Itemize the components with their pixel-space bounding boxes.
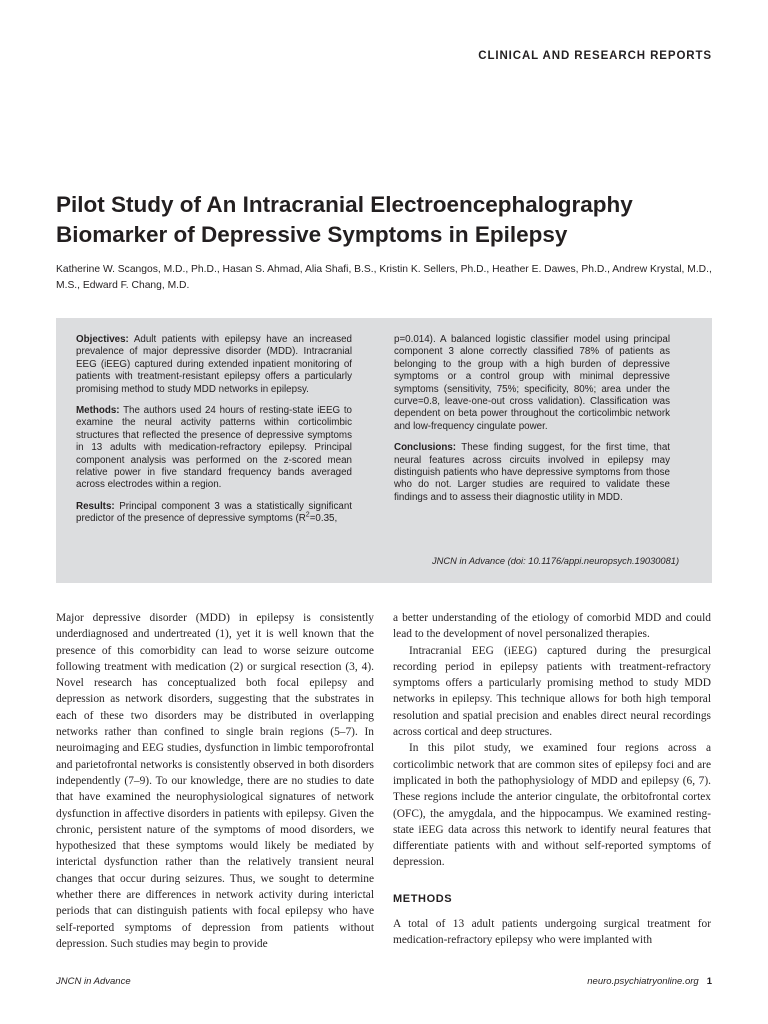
objectives-label: Objectives: (76, 334, 129, 345)
page-number: 1 (706, 976, 712, 987)
conclusions-label: Conclusions: (394, 442, 457, 454)
methods-text: The authors used 24 hours of resting-state iEEG to examine the neural activity patterns within corticolimbic structures that reflected the presence of depressive symptoms in 13 adults with medication-refractory epilepsy. Principal component analysis was performed on the z-scored mean relative power in five standard frequency bands averaged across electrodes within a region. (76, 405, 352, 491)
results-label: Results: (76, 500, 115, 512)
intro-paragraph: Major depressive disorder (MDD) in epilepsy is consistently underdiagnosed and undertreated (1), yet it is well known that the presence of this comorbidity can lead to worse seizure outcome following treatment with medication (2) or surgical resection (3, 4). Novel research has conceptualized both focal epilepsy and depression as network disorders, suggesting that the substrates in each of these two disorders may be distributed in overlapping networks rather than confined to single brain regions (5–7). In neuroimaging and EEG studies, dysfunction in limbic temporofrontal and parietofrontal networks is consistently observed in both disorders independently (7–9). To our knowledge, there are no studies to date that have examined the neurophysiological signatures of network dysfunction in affective disorders in patients with epilepsy. Given the chronic, persistent nature of the symptoms of mood disorders, we hypothesized that these symptoms would likely be mediated by interictal dysfunction rather than the relatively transient neural changes that occur during seizures. Thus, we sought to determine whether there are differences in network activity during interictal periods that can distinguish patients with focal epilepsy who have self-reported symptoms of depression from patients without depression. Such studies may begin to provide (56, 612, 374, 950)
footer-journal: JNCN in Advance (56, 976, 131, 987)
doi-citation: JNCN in Advance (doi: 10.1176/appi.neuropsych.19030081) (432, 556, 680, 566)
results-text-end: =0.35, (309, 513, 338, 525)
pilot-study-paragraph: In this pilot study, we examined four regions across a corticolimbic network that are common sites of epilepsy foci and are implicated in both the pathophysiology of MDD and epilepsy (6, 7). These regions include the anterior cingulate, the orbitofrontal cortex (OFC), the amygdala, and the hippocampus. We examined resting-state iEEG data across this network to identify neural features that differentiate patients with and without self-reported symptoms of depression. (393, 742, 711, 869)
methods-label: Methods: (76, 405, 120, 417)
abstract-objectives (76, 334, 352, 396)
methods-heading: METHODS (393, 892, 453, 905)
results-superscript: 2 (305, 512, 310, 520)
abstract-right-column (394, 334, 670, 513)
objectives-text: Adult patients with epilepsy have an increased prevalence of major depressive disorder (MDD). Intracranial EEG (iEEG) captured during extended inpatient monitoring of patients with treatment-resistant epilepsy offers a particularly promising method to study MDD networks in epilepsy. (76, 334, 352, 395)
abstract-results (76, 501, 352, 526)
ieeg-paragraph: Intracranial EEG (iEEG) captured during the presurgical recording period in epilepsy patients with treatment-refractory symptoms offers a particularly promising method to study MDD networks in epilepsy. This technique allows for both high temporal resolution and spatial precision and enables direct neural recordings across cortical and deep structures. (393, 644, 711, 739)
body-left-column (56, 610, 374, 952)
footer-website[interactable]: neuro.psychiatryonline.org (587, 976, 699, 987)
intro-paragraph-continued: a better understanding of the etiology of comorbid MDD and could lead to the development of novel personalized therapies. (393, 612, 711, 641)
body-right-column (393, 610, 711, 949)
article-title: Pilot Study of An Intracranial Electroencephalography Biomarker of Depressive Symptoms in Epilepsy (56, 192, 633, 247)
results-text: Principal component 3 was a statistically significant predictor of the presence of depressive symptoms (R (76, 500, 352, 525)
author-list: Katherine W. Scangos, M.D., Ph.D., Hasan S. Ahmad, Alia Shafi, B.S., Kristin K. Sellers, Ph.D., Heather E. Dawes, Ph.D., Andrew Krystal, M.D., M.S., Edward F. Chang, M.D. (56, 264, 712, 291)
conclusions-text: These finding suggest, for the first time, that neural features across circuits involved in epilepsy may distinguish patients who have depressive symptoms from those who do not. Larger studies are required to validate these findings and to assess their diagnostic utility in MDD. (394, 442, 671, 503)
abstract-methods (76, 405, 352, 492)
abstract-conclusions (394, 442, 670, 504)
methods-paragraph: A total of 13 adult patients undergoing surgical treatment for medication-refractory epilepsy who were implanted with (393, 918, 711, 947)
footer-right (587, 976, 712, 987)
section-label: CLINICAL AND RESEARCH REPORTS (478, 50, 712, 62)
abstract-left-column (76, 334, 352, 535)
abstract-box (56, 318, 712, 583)
results-continued: p=0.014). A balanced logistic classifier model using principal component 3 alone correctly classified 78% of patients as belonging to the group with a high burden of depressive symptoms or a control group with minimal depressive symptoms (sensitivity, 75%; specificity, 80%; area under the curve=0.8, leave-one-out cross validation). Classification was dependent on beta power throughout the corticolimbic network and low-frequency cingulate power. (394, 334, 670, 432)
